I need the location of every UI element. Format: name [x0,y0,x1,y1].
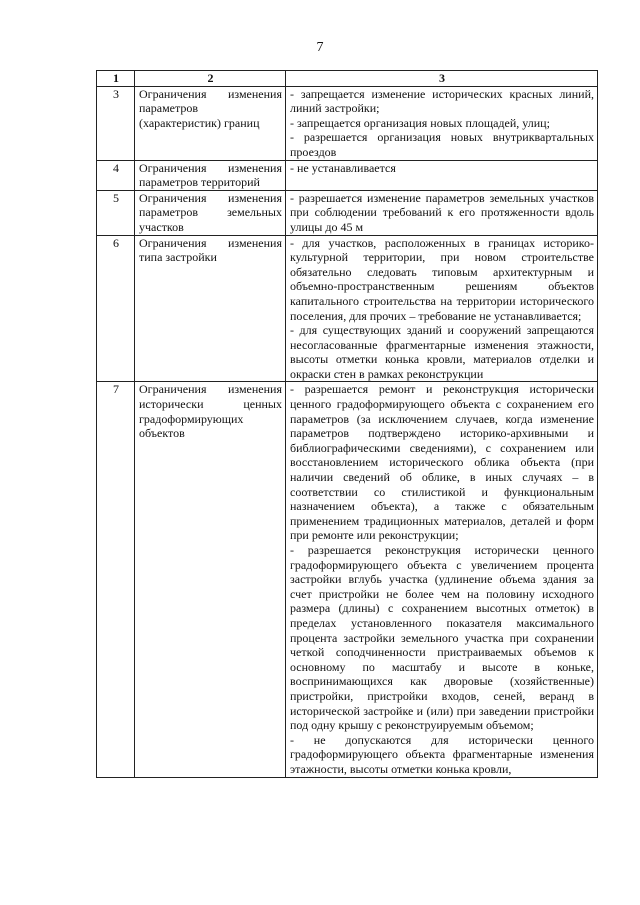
table-row [97,235,598,382]
row-title: Ограничения изменения параметров территорий [135,160,286,190]
content-item: - не допускаются для исторически ценного градоформирующего объекта фрагментарные изменения этажности, высоты отметки конька кровли, [290,732,594,776]
row-title: Ограничения изменения исторически ценных градоформирующих объектов [135,382,286,777]
content-item: - запрещается организация новых площадей, улиц; [290,115,550,130]
restrictions-table [96,70,598,778]
table-row [97,86,598,160]
content-item: - для существующих зданий и сооружений запрещаются несогласованные фрагментарные изменения этажности, высоты отметки конька кровли, материалов отделки и окраски стен в рамках реконструкции [290,323,594,381]
table-row [97,382,598,777]
row-number: 3 [97,86,135,160]
page-number: 7 [316,40,324,55]
row-number: 7 [97,382,135,777]
row-content [286,160,598,190]
header-cell: 1 [97,71,135,87]
content-item: - разрешается ремонт и реконструкция исторически ценного градоформирующего объекта с сохранением его параметров (за исключением случаев, когда изменение параметров подтверждено историко-архивными и библиографическими сведениями), с сохранением или восстановлением исторического облика объекта (при наличии сведений об облике, в иных случаях – в соответствии со стилистикой и функциональным назначением объекта), а также с обязательным применением традиционных материалов, деталей и форм при ремонте или реконструкции; [290,382,594,543]
content-item: - разрешается реконструкция исторически ценного градоформирующего объекта с увеличением процента застройки вглубь участка (удлинение объема здания за счет пристройки не более чем на половину исходного размера (длины) с сохранением высотных отметок) в пределах установленного показателя максимального процента застройки земельного участка при сохранении четкой соподчиненности пристраиваемых объемов к основному по масштабу и высоте в коньке, воспринимающихся как дворовые (хозяйственные) пристройки, пристройки входов, сеней, веранд в исторической застройке и (или) при заведении пристройки под одну крышу с реконструируемым объемом; [290,543,594,733]
content-item: - разрешается организация новых внутриквартальных проездов [290,130,594,159]
row-number: 5 [97,190,135,235]
header-cell: 3 [286,71,598,87]
content-item: - запрещается изменение исторических красных линий, линий застройки; [290,86,594,116]
header-cell: 2 [135,71,286,87]
content-item: - для участков, расположенных в границах историко-культурной территории, при новом строительстве обязательно следовать типовым архитектурным и объемно-пространственным решениям объектов капитального строительства на территории исторического поселения, для прочих – требование не устанавливается; [290,235,594,323]
row-content [286,235,598,382]
content-item: - не устанавливается [290,160,396,175]
table-row [97,160,598,190]
row-title: Ограничения изменения параметров земельных участков [135,190,286,235]
row-content [286,190,598,235]
row-title: Ограничения изменения типа застройки [135,235,286,382]
table-row [97,190,598,235]
table-header-row [97,71,598,87]
row-content [286,382,598,777]
row-number: 4 [97,160,135,190]
content-item: - разрешается изменение параметров земельных участков при соблюдении требований к его протяженности вдоль улицы до 45 м [290,190,594,234]
row-number: 6 [97,235,135,382]
row-content [286,86,598,160]
row-title: Ограничения изменения параметров (характеристик) границ [135,86,286,160]
